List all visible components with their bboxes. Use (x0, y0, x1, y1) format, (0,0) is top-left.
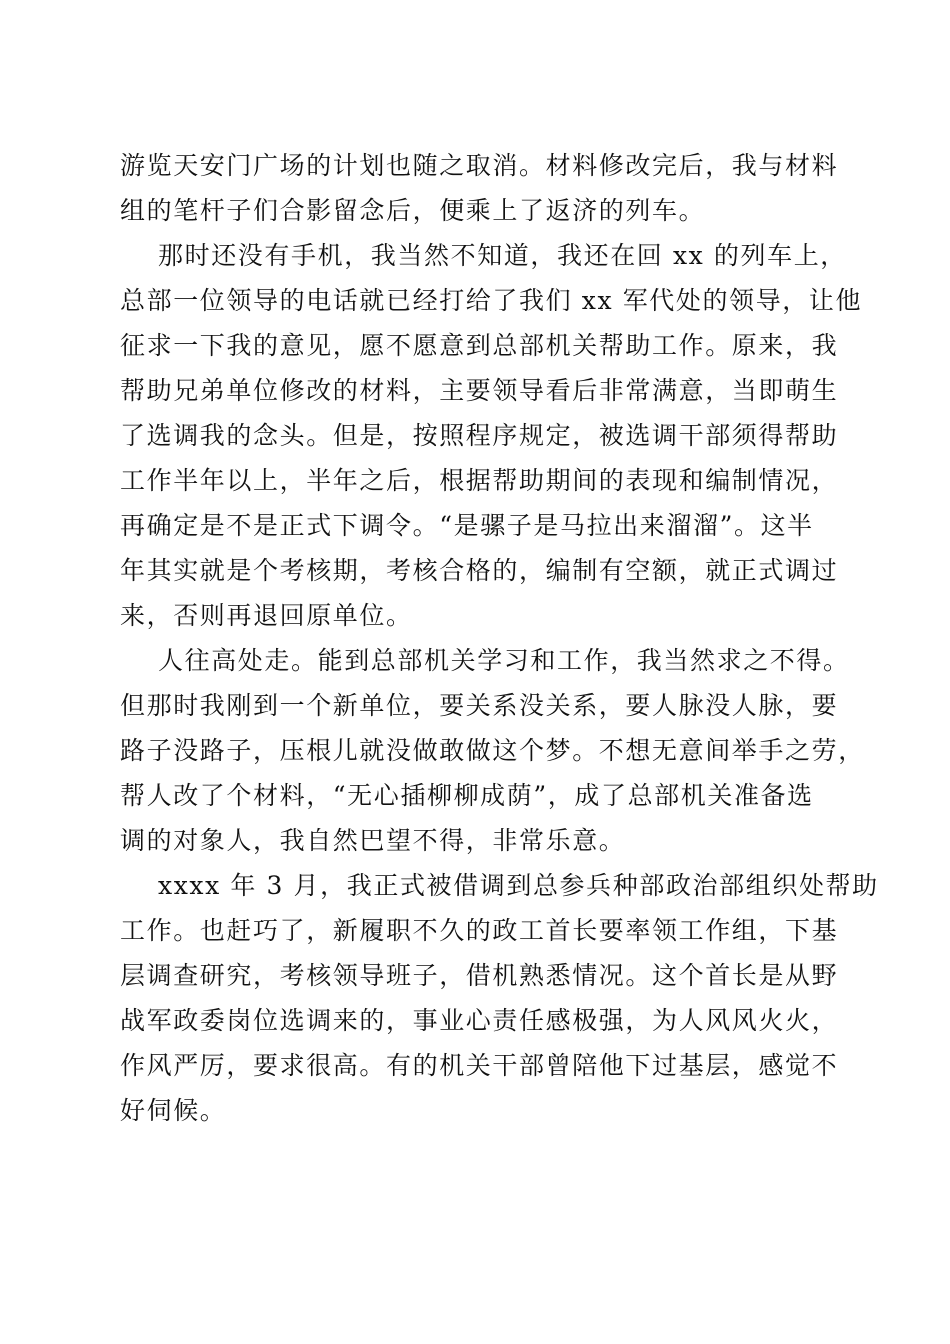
paragraph-1 (120, 143, 839, 233)
text-line: 战军政委岗位选调来的，事业心责任感极强，为人风风火火， (120, 1006, 839, 1035)
paragraph-3 (120, 638, 865, 863)
text-line: 征求一下我的意见，愿不愿意到总部机关帮助工作。原来，我 (120, 331, 839, 360)
text-line: 来，否则再退回原单位。 (120, 601, 413, 630)
text-line: 再确定是不是正式下调令。“是骡子是马拉出来溜溜”。这半 (120, 511, 814, 540)
text-line: 年其实就是个考核期，考核合格的，编制有空额，就正式调过 (120, 556, 839, 585)
body-text (120, 143, 879, 1133)
text-line: 那时还没有手机，我当然不知道，我还在回 xx 的列车上， (158, 241, 847, 270)
text-line: 帮助兄弟单位修改的材料，主要领导看后非常满意，当即萌生 (120, 376, 839, 405)
text-line: xxxx 年 3 月，我正式被借调到总参兵种部政治部组织处帮助 (158, 871, 879, 900)
text-line: 作风严厉，要求很高。有的机关干部曾陪他下过基层，感觉不 (120, 1051, 839, 1080)
text-line: 层调查研究，考核领导班子，借机熟悉情况。这个首长是从野 (120, 961, 839, 990)
text-line: 人往高处走。能到总部机关学习和工作，我当然求之不得。 (158, 646, 850, 675)
text-line: 组的笔杆子们合影留念后，便乘上了返济的列车。 (120, 196, 706, 225)
paragraph-4 (120, 863, 879, 1133)
text-line: 路子没路子，压根儿就没做敢做这个梦。不想无意间举手之劳， (120, 736, 865, 765)
text-line: 工作。也赶巧了，新履职不久的政工首长要率领工作组，下基 (120, 916, 839, 945)
text-line: 工作半年以上，半年之后，根据帮助期间的表现和编制情况， (120, 466, 839, 495)
text-line: 但那时我刚到一个新单位，要关系没关系，要人脉没人脉，要 (120, 691, 839, 720)
paragraph-2 (120, 233, 863, 638)
text-line: 帮人改了个材料，“无心插柳柳成荫”，成了总部机关准备选 (120, 781, 814, 810)
text-line: 了选调我的念头。但是，按照程序规定，被选调干部须得帮助 (120, 421, 839, 450)
text-line: 好伺候。 (120, 1096, 227, 1125)
text-line: 总部一位领导的电话就已经打给了我们 xx 军代处的领导，让他 (120, 286, 863, 315)
text-line: 游览天安门广场的计划也随之取消。材料修改完后，我与材料 (120, 151, 839, 180)
text-line: 调的对象人，我自然巴望不得，非常乐意。 (120, 826, 626, 855)
